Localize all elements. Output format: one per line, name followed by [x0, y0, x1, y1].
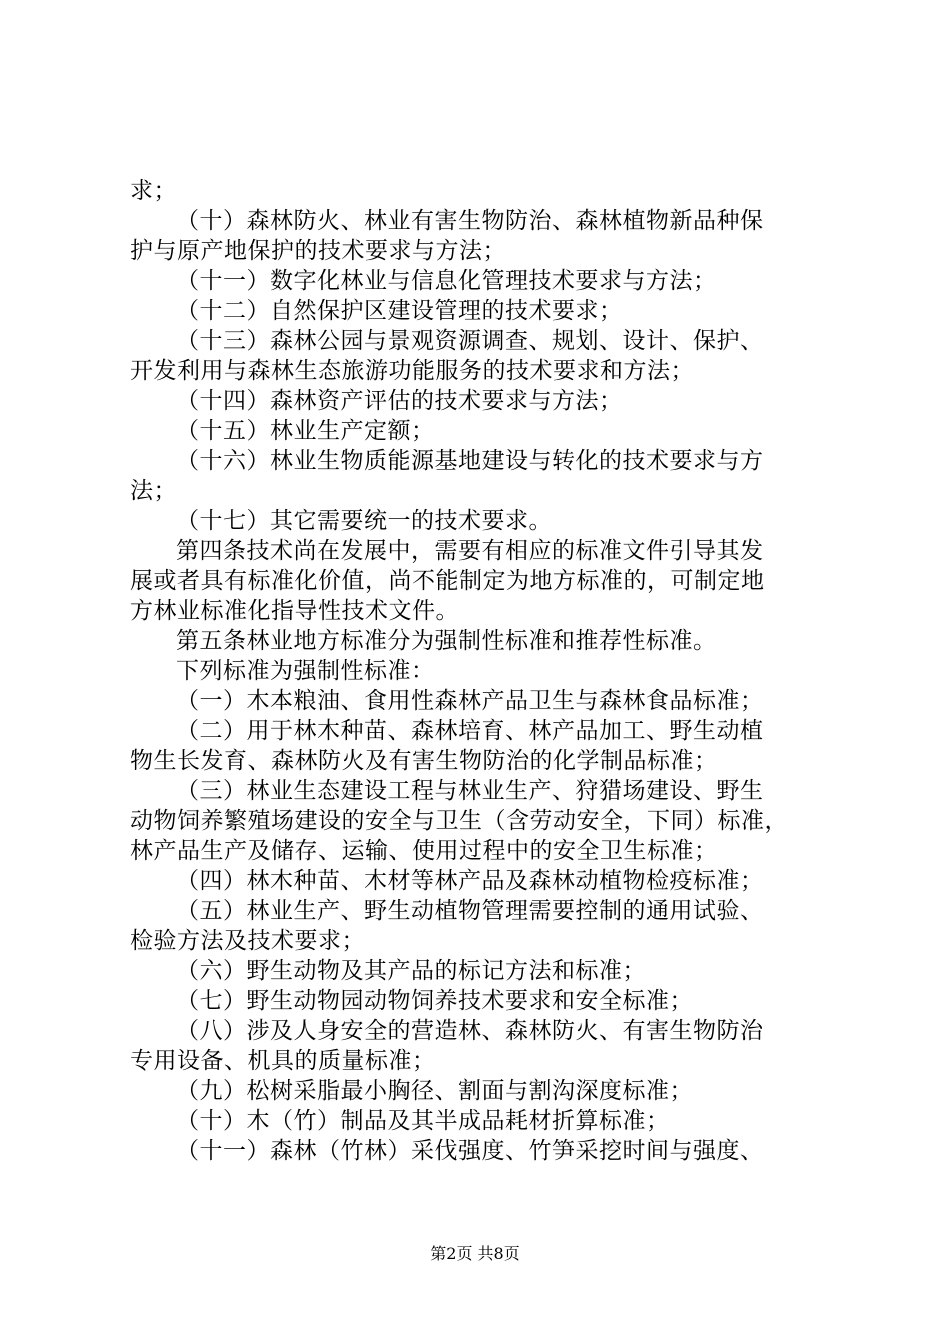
- text-line: 第五条林业地方标准分为强制性标准和推荐性标准。: [176, 628, 717, 654]
- text-line: （七）野生动物园动物饲养技术要求和安全标准；: [176, 988, 693, 1014]
- text-line: （五）林业生产、野生动植物管理需要控制的通用试验、: [176, 898, 764, 924]
- text-line: （一）木本粮油、食用性森林产品卫生与森林食品标准；: [176, 688, 764, 714]
- text-line: 下列标准为强制性标准：: [176, 658, 435, 684]
- text-line: （八）涉及人身安全的营造林、森林防火、有害生物防治: [176, 1018, 764, 1044]
- text-line: 检验方法及技术要求；: [130, 928, 365, 954]
- text-line: 法；: [130, 478, 177, 504]
- text-line: （十一）森林（竹林）采伐强度、竹笋采挖时间与强度、: [176, 1138, 764, 1164]
- text-line: （十七）其它需要统一的技术要求。: [176, 508, 552, 534]
- document-body: [130, 176, 840, 1166]
- text-line: （二）用于林木种苗、森林培育、林产品加工、野生动植: [176, 718, 764, 744]
- text-line: 求；: [130, 178, 177, 204]
- text-line: （十六）林业生物质能源基地建设与转化的技术要求与方: [176, 448, 764, 474]
- text-line: （十）森林防火、林业有害生物防治、森林植物新品种保: [176, 208, 764, 234]
- text-line: （十四）森林资产评估的技术要求与方法；: [176, 388, 623, 414]
- text-line: （四）林木种苗、木材等林产品及森林动植物检疫标准；: [176, 868, 764, 894]
- text-line: 专用设备、机具的质量标准；: [130, 1048, 436, 1074]
- text-line: 展或者具有标准化价值，尚不能制定为地方标准的，可制定地: [130, 568, 765, 594]
- text-line: （六）野生动物及其产品的标记方法和标准；: [176, 958, 646, 984]
- text-line: 物生长发育、森林防火及有害生物防治的化学制品标准；: [130, 748, 718, 774]
- text-line: （十二）自然保护区建设管理的技术要求；: [176, 298, 623, 324]
- text-line: （三）林业生态建设工程与林业生产、狩猎场建设、野生: [176, 778, 764, 804]
- text-line: 第四条技术尚在发展中，需要有相应的标准文件引导其发: [176, 538, 764, 564]
- text-line: （十五）林业生产定额；: [176, 418, 435, 444]
- text-line: （九）松树采脂最小胸径、割面与割沟深度标准；: [176, 1078, 693, 1104]
- text-line: 动物饲养繁殖场建设的安全与卫生（含劳动安全，下同）标准，: [130, 808, 788, 834]
- text-line: 方林业标准化指导性技术文件。: [130, 598, 459, 624]
- text-line: 护与原产地保护的技术要求与方法；: [130, 238, 506, 264]
- text-line: （十）木（竹）制品及其半成品耗材折算标准；: [176, 1108, 670, 1134]
- text-line: （十一）数字化林业与信息化管理技术要求与方法；: [176, 268, 717, 294]
- text-line: （十三）森林公园与景观资源调查、规划、设计、保护、: [176, 328, 764, 354]
- page-number-footer: 第2页 共8页: [430, 1244, 520, 1263]
- text-line: 开发利用与森林生态旅游功能服务的技术要求和方法；: [130, 358, 694, 384]
- text-line: 林产品生产及储存、运输、使用过程中的安全卫生标准；: [130, 838, 718, 864]
